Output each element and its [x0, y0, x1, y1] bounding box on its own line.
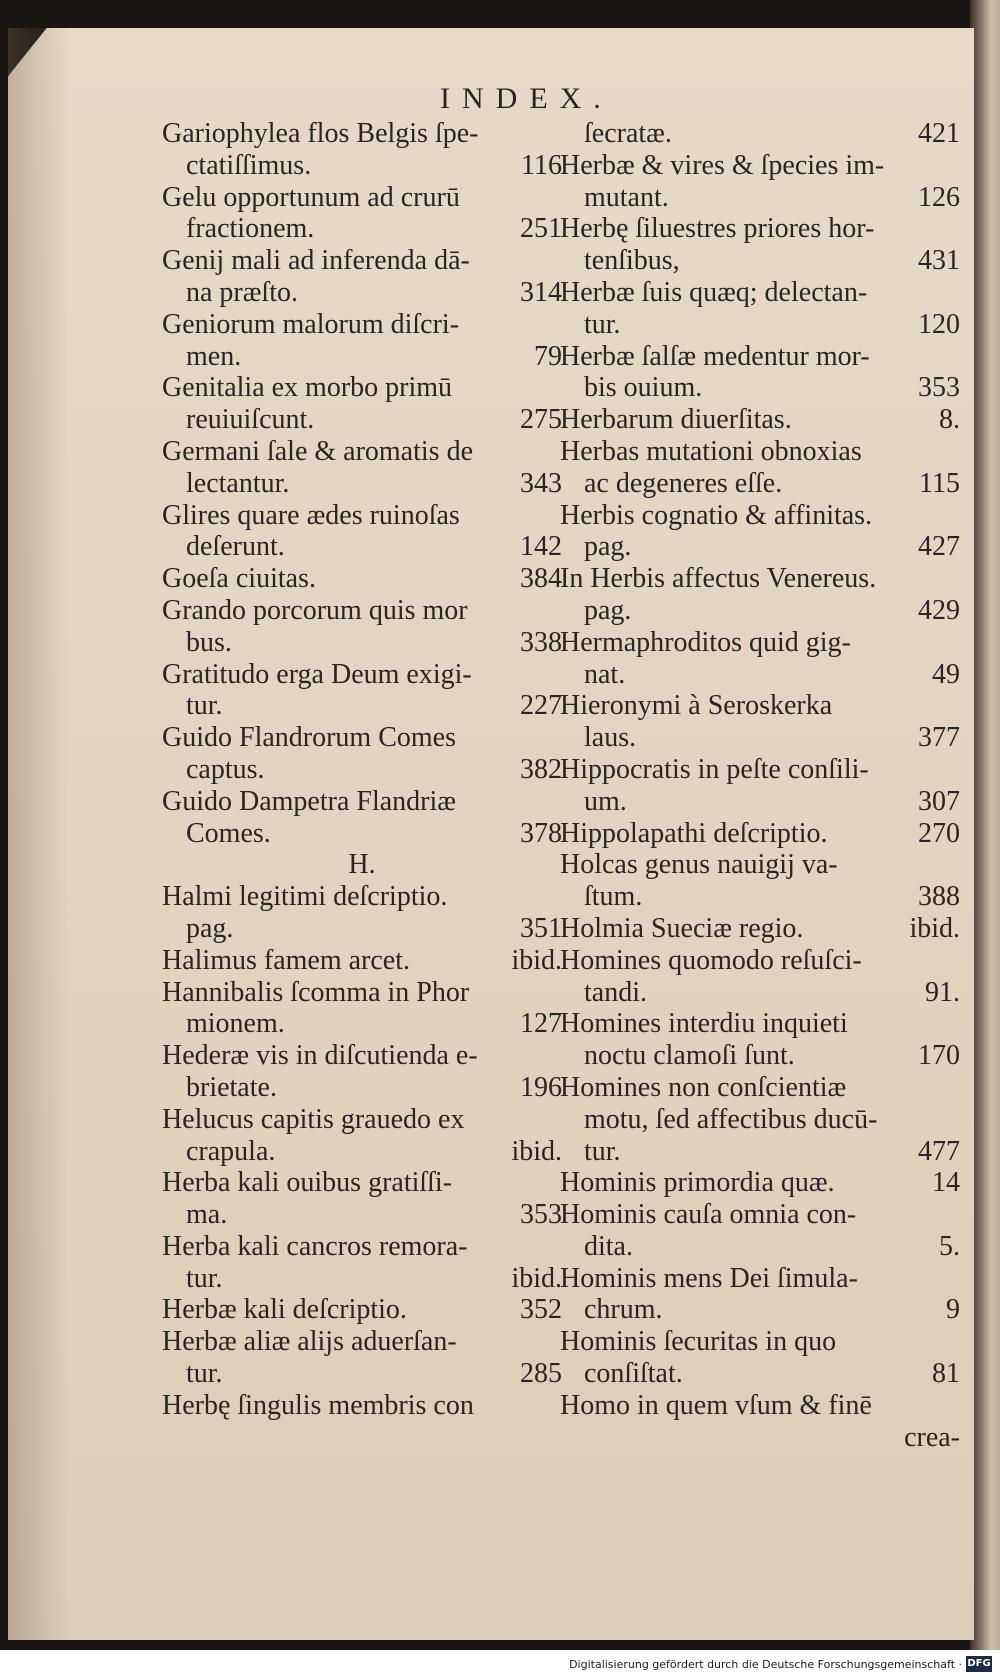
- entry-text: Hederæ vis in diſcutienda e-: [162, 1040, 478, 1072]
- entry-text: Holmia Sueciæ regio.: [560, 912, 804, 944]
- index-entry-line: [162, 1326, 562, 1358]
- entry-text: Gratitudo erga Deum exigi-: [162, 658, 472, 690]
- entry-text: Herbis cognatio & affinitas.: [560, 499, 873, 531]
- index-entry-line: [560, 1390, 960, 1422]
- entry-text: captus.: [186, 753, 265, 785]
- entry-text: Herba kali ouibus gratiſſi-: [162, 1167, 453, 1199]
- entry-text: Goeſa ciuitas.: [162, 563, 316, 595]
- page-reference: 338: [520, 626, 562, 658]
- index-entry-line: [162, 1294, 562, 1326]
- index-entry-line: [560, 945, 960, 977]
- entry-text: Herbæ ſuis quæq; delectan-: [560, 276, 868, 308]
- index-entry-line: [162, 786, 562, 818]
- index-entry-line: [162, 182, 562, 214]
- index-entry-line: [162, 150, 562, 182]
- index-entry-line: [162, 1040, 562, 1072]
- entry-text: Herbæ kali deſcriptio.: [162, 1294, 407, 1326]
- entry-text: tur.: [584, 1135, 621, 1167]
- index-entry-line: [162, 213, 562, 245]
- entry-text: Hannibalis ſcomma in Phor: [162, 976, 470, 1008]
- entry-text: deſerunt.: [186, 531, 285, 563]
- index-entry-line: [162, 1390, 562, 1422]
- index-entry-line: [560, 754, 960, 786]
- entry-text: um.: [584, 785, 627, 817]
- entry-text: pag.: [584, 531, 632, 563]
- index-entry-line: [560, 1008, 960, 1040]
- entry-text: Germani ſale & aromatis de: [162, 435, 473, 467]
- entry-text: Gelu opportunum ad crurū: [162, 181, 460, 213]
- entry-text: Hominis primordia quæ.: [560, 1167, 835, 1199]
- index-entry-line: [162, 1167, 562, 1199]
- entry-text: ctatiſſimus.: [186, 149, 312, 181]
- page-reference: ibid.: [511, 1135, 562, 1167]
- entry-text: bus.: [186, 626, 232, 658]
- entry-text: Hieronymi à Seroskerka: [560, 690, 833, 722]
- entry-text: tur.: [584, 308, 621, 340]
- index-entry-line: [560, 468, 960, 500]
- index-entry-line: [560, 1358, 960, 1390]
- index-entry-line: [560, 1326, 960, 1358]
- entry-text: noctu clamoſi ſunt.: [584, 1040, 795, 1072]
- index-entry-line: [560, 563, 960, 595]
- index-entry-line: [560, 977, 960, 1009]
- index-column-left: [162, 118, 562, 1422]
- index-entry-line: [162, 531, 562, 563]
- running-head: INDEX.: [440, 82, 613, 115]
- digitization-footer: [0, 1650, 1000, 1680]
- entry-text: brietate.: [186, 1071, 277, 1103]
- entry-text: Herbarum diuerſitas.: [560, 404, 792, 436]
- index-entry-line: [560, 531, 960, 563]
- index-column-right: [560, 118, 960, 1453]
- index-entry-line: [162, 500, 562, 532]
- entry-text: bis ouium.: [584, 372, 703, 404]
- entry-text: tur.: [186, 1262, 223, 1294]
- page-reference: 270: [918, 817, 960, 849]
- index-entry-line: [560, 1199, 960, 1231]
- index-entry-line: [560, 1294, 960, 1326]
- index-entry-line: [162, 1072, 562, 1104]
- entry-text: H.: [348, 849, 376, 881]
- entry-text: Geniorum malorum diſcri-: [162, 308, 460, 340]
- entry-text: chrum.: [584, 1294, 663, 1326]
- entry-text: laus.: [584, 722, 637, 754]
- index-entry-line: [560, 1263, 960, 1295]
- entry-text: pag.: [186, 912, 234, 944]
- entry-text: Halimus famem arcet.: [162, 944, 411, 976]
- page-reference: 170: [918, 1040, 960, 1072]
- index-entry-line: [560, 1072, 960, 1104]
- entry-text: Genitalia ex morbo primū: [162, 372, 453, 404]
- page-reference: 427: [918, 531, 960, 563]
- page-reference: 275: [520, 404, 562, 436]
- index-entry-line: [162, 945, 562, 977]
- index-entry-line: [560, 1136, 960, 1168]
- page-reference: 126: [918, 181, 960, 213]
- page-reference: 142: [520, 531, 562, 563]
- page-reference: 477: [918, 1135, 960, 1167]
- index-entry-line: [162, 690, 562, 722]
- entry-text: crapula.: [186, 1135, 276, 1167]
- index-entry-line: [560, 690, 960, 722]
- page-reference: 8.: [939, 404, 960, 436]
- dfg-logo: DFG: [966, 1656, 992, 1672]
- entry-text: Herba kali cancros remora-: [162, 1230, 468, 1262]
- page-reference: 429: [918, 594, 960, 626]
- entry-text: men.: [186, 340, 242, 372]
- entry-text: Hippocratis in peſte conſili-: [560, 753, 869, 785]
- entry-text: Herbæ & vires & ſpecies im-: [560, 149, 885, 181]
- entry-text: Herbę ſiluestres priores hor-: [560, 213, 875, 245]
- index-entry-line: [560, 245, 960, 277]
- entry-text: Gariophylea flos Belgis ſpe-: [162, 118, 479, 149]
- entry-text: tur.: [186, 690, 223, 722]
- page-reference: crea-: [904, 1421, 960, 1453]
- index-entry-line: [560, 1040, 960, 1072]
- page-reference: 352: [520, 1294, 562, 1326]
- page-reference: ibid.: [909, 912, 960, 944]
- index-entry-line: [560, 722, 960, 754]
- index-entry-line: [162, 1358, 562, 1390]
- index-entry-line: [162, 1199, 562, 1231]
- page-reference: 79: [534, 340, 562, 372]
- index-entry-line: [162, 627, 562, 659]
- index-entry-line: [162, 436, 562, 468]
- entry-text: tandi.: [584, 976, 647, 1008]
- page-reference: 421: [918, 118, 960, 149]
- book-edge: [970, 0, 1000, 1650]
- entry-text: Genij mali ad inferenda dā-: [162, 245, 470, 277]
- entry-text: dita.: [584, 1230, 633, 1262]
- page-reference: 382: [520, 753, 562, 785]
- entry-text: reuiuiſcunt.: [186, 404, 315, 436]
- page-reference: 14: [932, 1167, 960, 1199]
- entry-text: Grando porcorum quis mor: [162, 594, 468, 626]
- index-entry-line: [560, 627, 960, 659]
- index-entry-line: [162, 1136, 562, 1168]
- page-reference: 5.: [939, 1230, 960, 1262]
- page-reference: 307: [918, 785, 960, 817]
- entry-text: Herbæ aliæ alijs aduerſan-: [162, 1326, 457, 1358]
- index-entry-line: [162, 404, 562, 436]
- index-entry-line: [560, 341, 960, 373]
- entry-text: Herbas mutationi obnoxias: [560, 435, 862, 467]
- index-entry-line: [162, 1231, 562, 1263]
- index-entry-line: [162, 1104, 562, 1136]
- index-entry-line: [162, 659, 562, 691]
- entry-text: Hominis ſecuritas in quo: [560, 1326, 837, 1358]
- index-entry-line: [560, 818, 960, 850]
- entry-text: Herbæ ſalſæ medentur mor-: [560, 340, 870, 372]
- index-entry-line: [162, 563, 562, 595]
- entry-text: ſecratæ.: [584, 118, 672, 149]
- page-reference: 384: [520, 563, 562, 595]
- entry-text: Hominis cauſa omnia con-: [560, 1199, 857, 1231]
- index-entry-line: [162, 118, 562, 150]
- page-reference: 377: [918, 722, 960, 754]
- index-entry-line: [162, 977, 562, 1009]
- page-reference: 91.: [925, 976, 960, 1008]
- page-reference: 120: [918, 308, 960, 340]
- index-entry-line: [560, 1167, 960, 1199]
- index-entry-line: [560, 913, 960, 945]
- entry-text: Homo in quem vſum & finē: [560, 1389, 872, 1421]
- entry-text: conſiſtat.: [584, 1358, 683, 1390]
- index-entry-line: [162, 372, 562, 404]
- entry-text: Homines non conſcientiæ: [560, 1071, 847, 1103]
- page-reference: 314: [520, 276, 562, 308]
- entry-text: fractionem.: [186, 213, 315, 245]
- page-reference: 431: [918, 245, 960, 277]
- funding-credit: Digitalisierung gefördert durch die Deutsche Forschungsgemeinschaft ·: [569, 1658, 962, 1671]
- index-entry-line: [162, 913, 562, 945]
- page-reference: 49: [932, 658, 960, 690]
- page-reference: 378: [520, 817, 562, 849]
- page-reference: 251: [520, 213, 562, 245]
- entry-text: ac degeneres eſſe.: [584, 467, 783, 499]
- entry-text: lectantur.: [186, 467, 290, 499]
- entry-text: tenſibus,: [584, 245, 680, 277]
- entry-text: Hermaphroditos quid gig-: [560, 626, 851, 658]
- section-letter-heading: [162, 849, 562, 881]
- index-entry-line: [162, 595, 562, 627]
- index-entry-line: [560, 404, 960, 436]
- index-entry-line: [162, 754, 562, 786]
- page-reference: ibid.: [511, 944, 562, 976]
- index-entry-line: [560, 659, 960, 691]
- entry-text: Homines interdiu inquieti: [560, 1008, 848, 1040]
- page-reference: ibid.: [511, 1262, 562, 1294]
- index-entry-line: [560, 881, 960, 913]
- page-reference: 343: [520, 467, 562, 499]
- entry-text: Glires quare ædes ruinoſas: [162, 499, 460, 531]
- entry-text: Hominis mens Dei ſimula-: [560, 1262, 858, 1294]
- index-entry-line: [560, 1231, 960, 1263]
- index-entry-line: [560, 1104, 960, 1136]
- entry-text: pag.: [584, 594, 632, 626]
- page-reference: 115: [919, 467, 960, 499]
- entry-text: Halmi legitimi deſcriptio.: [162, 881, 448, 913]
- index-entry-line: [162, 468, 562, 500]
- entry-text: Comes.: [186, 817, 271, 849]
- entry-text: Helucus capitis grauedo ex: [162, 1103, 465, 1135]
- index-entry-line: [560, 118, 960, 150]
- index-entry-line: [162, 341, 562, 373]
- entry-text: Hippolapathi deſcriptio.: [560, 817, 828, 849]
- entry-text: nat.: [584, 658, 626, 690]
- page-reference: 388: [918, 881, 960, 913]
- index-entry-line: [560, 309, 960, 341]
- index-entry-line: [162, 245, 562, 277]
- index-entry-line: [162, 1008, 562, 1040]
- page-reference: 127: [520, 1008, 562, 1040]
- page-reference: 196: [520, 1071, 562, 1103]
- index-entry-line: [560, 150, 960, 182]
- entry-text: ma.: [186, 1199, 228, 1231]
- index-entry-line: [162, 722, 562, 754]
- entry-text: tur.: [186, 1358, 223, 1390]
- page-reference: 285: [520, 1358, 562, 1390]
- entry-text: na præſto.: [186, 276, 298, 308]
- page-reference: 353: [520, 1199, 562, 1231]
- page-reference: 227: [520, 690, 562, 722]
- index-entry-line: [162, 277, 562, 309]
- entry-text: Homines quomodo reſuſci-: [560, 944, 862, 976]
- index-entry-line: [162, 881, 562, 913]
- index-entry-line: [162, 818, 562, 850]
- entry-text: motu, ſed affectibus ducū-: [584, 1103, 878, 1135]
- index-entry-line: [560, 372, 960, 404]
- index-entry-line: [162, 309, 562, 341]
- entry-text: ſtum.: [584, 881, 643, 913]
- entry-text: Guido Dampetra Flandriæ: [162, 785, 456, 817]
- entry-text: mionem.: [186, 1008, 285, 1040]
- index-entry-line: [560, 786, 960, 818]
- page-reference: 116: [521, 149, 562, 181]
- index-entry-line: [560, 849, 960, 881]
- entry-text: In Herbis affectus Venereus.: [560, 563, 877, 595]
- entry-text: Guido Flandrorum Comes: [162, 722, 456, 754]
- index-entry-line: [560, 1422, 960, 1454]
- page-reference: 81: [932, 1358, 960, 1390]
- page-reference: 353: [918, 372, 960, 404]
- entry-text: Herbę ſingulis membris con: [162, 1389, 474, 1421]
- page-reference: 9: [946, 1294, 960, 1326]
- index-entry-line: [560, 500, 960, 532]
- index-entry-line: [560, 213, 960, 245]
- entry-text: Holcas genus nauigij va-: [560, 849, 838, 881]
- index-entry-line: [560, 182, 960, 214]
- entry-text: mutant.: [584, 181, 669, 213]
- index-entry-line: [560, 436, 960, 468]
- page-reference: 351: [520, 912, 562, 944]
- index-entry-line: [162, 1263, 562, 1295]
- index-entry-line: [560, 277, 960, 309]
- index-entry-line: [560, 595, 960, 627]
